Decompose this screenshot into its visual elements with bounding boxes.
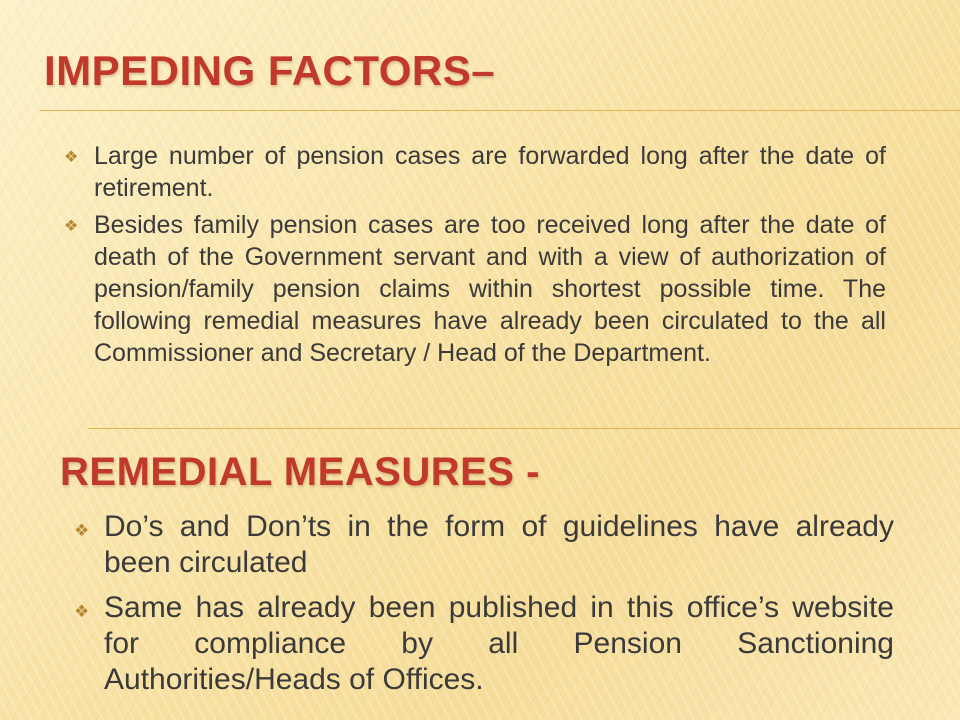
section-title-impeding-factors: IMPEDING FACTORS–: [44, 47, 496, 94]
section-divider: [88, 428, 960, 429]
four-point-diamond-icon: ❖: [74, 602, 90, 621]
remedial-measures-list: [72, 509, 894, 707]
list-item: [72, 509, 894, 581]
title-divider: [40, 110, 960, 111]
four-point-diamond-icon: ❖: [64, 218, 79, 235]
bullet-text: Do’s and Don’ts in the form of guidelines have already been circulated: [104, 510, 894, 579]
list-item: [62, 140, 886, 204]
bullet-text: Same has already been published in this office’s website for compliance by all Pension Sanctioning Authorities/Heads of Offices.: [104, 591, 894, 696]
bullet-text: Besides family pension cases are too received long after the date of death of the Government servant and with a view of authorization of pension/family pension claims within shortest possible time. The following remedial measures have already been circulated to the all Commissioner and Secretary / Head of the Department.: [94, 211, 886, 367]
list-item: [62, 209, 886, 369]
impeding-factors-list: [62, 140, 886, 374]
list-item: [72, 590, 894, 698]
bullet-text: Large number of pension cases are forwarded long after the date of retirement.: [94, 142, 886, 202]
four-point-diamond-icon: ❖: [64, 149, 79, 166]
four-point-diamond-icon: ❖: [74, 521, 90, 540]
section-title-remedial-measures: REMEDIAL MEASURES -: [60, 450, 540, 494]
